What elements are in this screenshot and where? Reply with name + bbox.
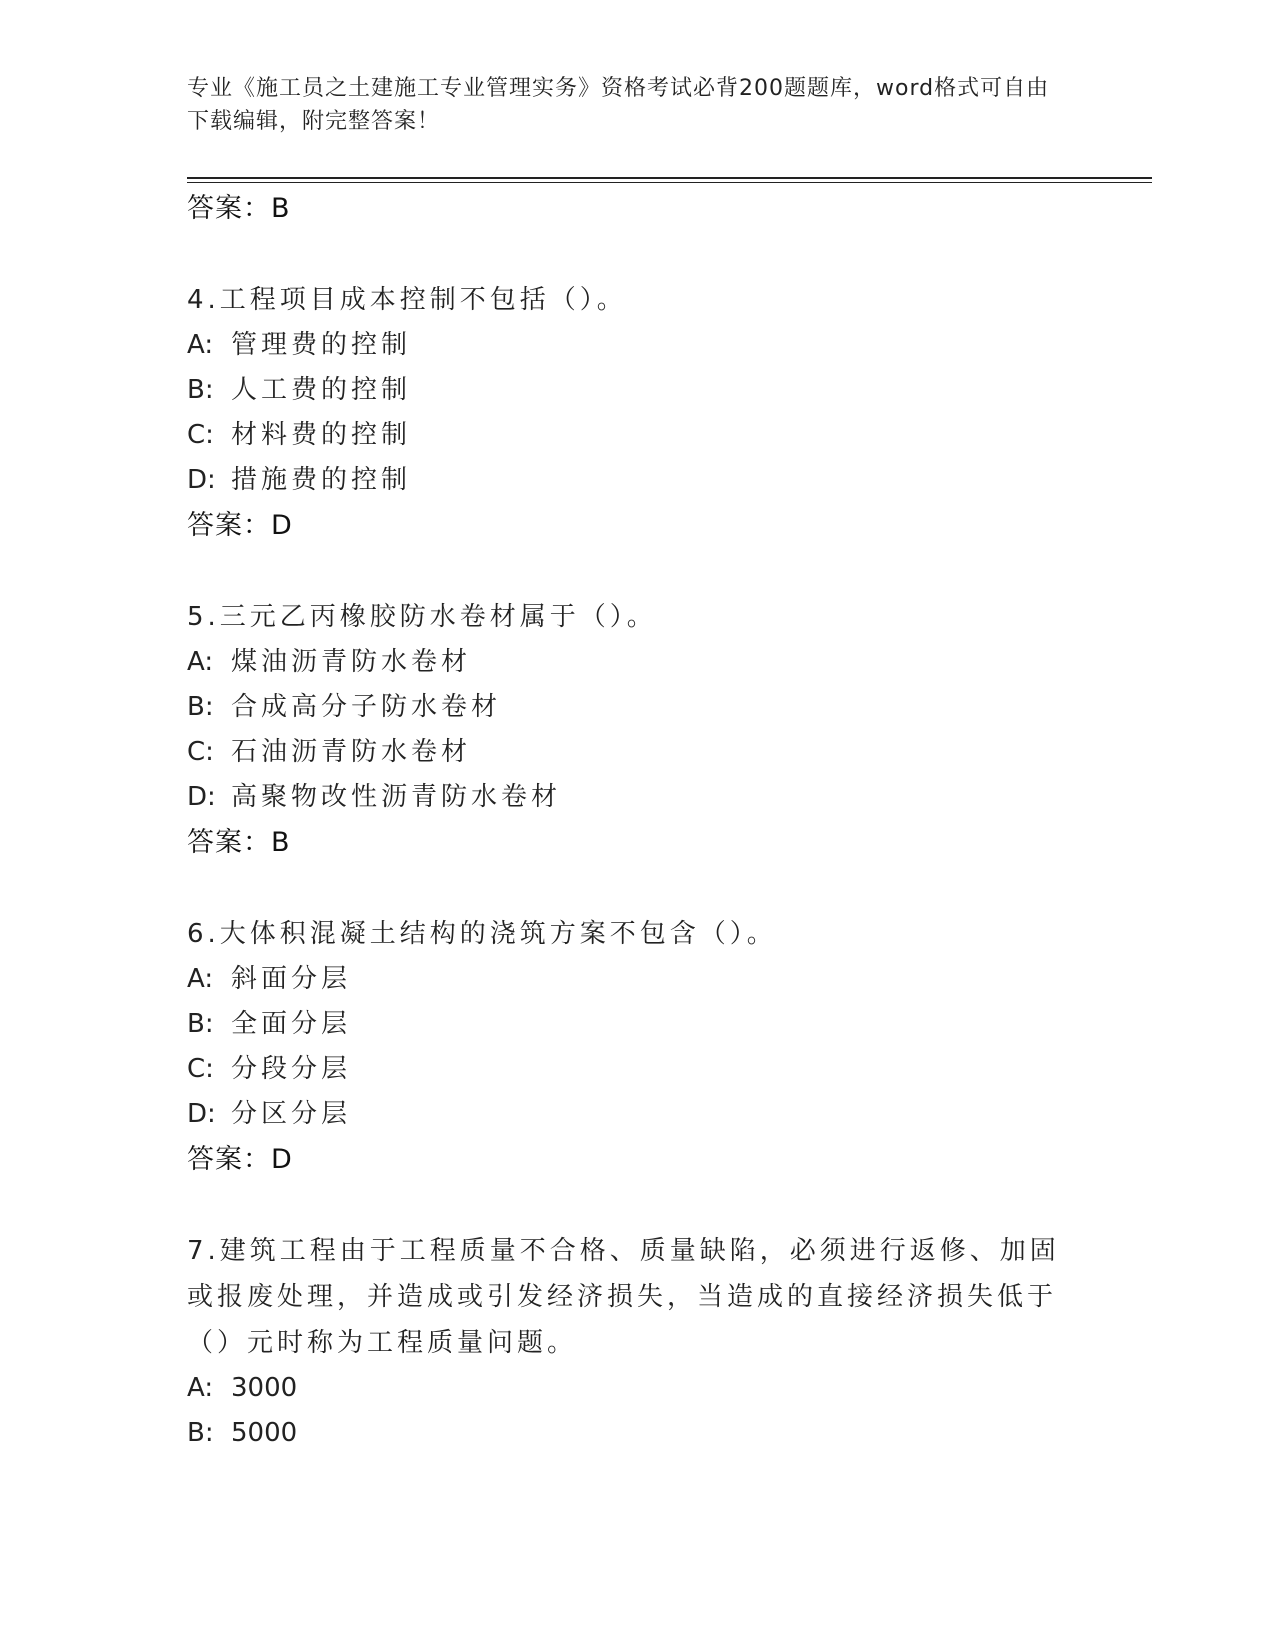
option-key: C: bbox=[187, 420, 214, 450]
question-block bbox=[187, 911, 1067, 1183]
option-text: 全面分层 bbox=[231, 1009, 352, 1039]
option-text: 3000 bbox=[231, 1373, 298, 1403]
option-text: 斜面分层 bbox=[231, 964, 352, 994]
option-a bbox=[187, 640, 1067, 685]
option-text: 分段分层 bbox=[231, 1054, 352, 1084]
option-key: B: bbox=[187, 1418, 214, 1448]
option-c bbox=[187, 413, 1067, 458]
option-key: C: bbox=[187, 737, 214, 767]
option-b bbox=[187, 1411, 1067, 1456]
option-d bbox=[187, 458, 1067, 503]
option-key: D: bbox=[187, 465, 216, 495]
question-stem: 4.工程项目成本控制不包括（）。 bbox=[187, 285, 627, 315]
question-block bbox=[187, 594, 1067, 866]
spacer bbox=[187, 866, 1067, 911]
option-key: B: bbox=[187, 1009, 214, 1039]
option-b bbox=[187, 685, 1067, 730]
document-header-intro: 专业《施工员之土建施工专业管理实务》资格考试必背200题题库，word格式可自由下载编辑，附完整答案！ bbox=[187, 76, 1050, 134]
option-b bbox=[187, 1002, 1067, 1047]
option-key: C: bbox=[187, 1054, 214, 1084]
question-list bbox=[187, 186, 1067, 1456]
header-divider-thick bbox=[187, 177, 1152, 179]
option-key: A: bbox=[187, 647, 214, 677]
option-b bbox=[187, 368, 1067, 413]
option-key: A: bbox=[187, 1373, 214, 1403]
question-block bbox=[187, 277, 1067, 549]
question-stem: 7.建筑工程由于工程质量不合格、质量缺陷，必须进行返修、加固或报废处理，并造成或引发经济损失，当造成的直接经济损失低于（）元时称为工程质量问题。 bbox=[187, 1236, 1060, 1358]
option-key: A: bbox=[187, 964, 214, 994]
option-key: B: bbox=[187, 692, 214, 722]
option-text: 管理费的控制 bbox=[231, 330, 412, 360]
spacer bbox=[187, 232, 1067, 277]
option-a bbox=[187, 957, 1067, 1002]
option-text: 人工费的控制 bbox=[231, 375, 412, 405]
option-c bbox=[187, 730, 1067, 775]
option-key: D: bbox=[187, 1099, 216, 1129]
question-stem: 6.大体积混凝土结构的浇筑方案不包含（）。 bbox=[187, 919, 777, 949]
option-text: 材料费的控制 bbox=[231, 420, 412, 450]
option-key: B: bbox=[187, 375, 214, 405]
question-block bbox=[187, 1228, 1067, 1456]
answer-line: 答案：B bbox=[187, 193, 291, 224]
answer-line: 答案：D bbox=[187, 1144, 293, 1175]
option-text: 高聚物改性沥青防水卷材 bbox=[231, 782, 562, 812]
option-text: 石油沥青防水卷材 bbox=[231, 737, 472, 767]
option-text: 措施费的控制 bbox=[231, 465, 412, 495]
option-c bbox=[187, 1047, 1067, 1092]
option-text: 5000 bbox=[231, 1418, 298, 1448]
question-stem: 5.三元乙丙橡胶防水卷材属于（）。 bbox=[187, 602, 657, 632]
option-key: A: bbox=[187, 330, 214, 360]
answer-line: 答案：B bbox=[187, 827, 291, 858]
option-key: D: bbox=[187, 782, 216, 812]
option-d bbox=[187, 1092, 1067, 1137]
option-text: 合成高分子防水卷材 bbox=[231, 692, 502, 722]
option-a bbox=[187, 1366, 1067, 1411]
spacer bbox=[187, 1183, 1067, 1228]
spacer bbox=[187, 549, 1067, 594]
header-divider-thin bbox=[187, 182, 1152, 183]
answer-line: 答案：D bbox=[187, 510, 293, 541]
option-text: 煤油沥青防水卷材 bbox=[231, 647, 472, 677]
option-text: 分区分层 bbox=[231, 1099, 352, 1129]
option-d bbox=[187, 775, 1067, 820]
option-a bbox=[187, 323, 1067, 368]
